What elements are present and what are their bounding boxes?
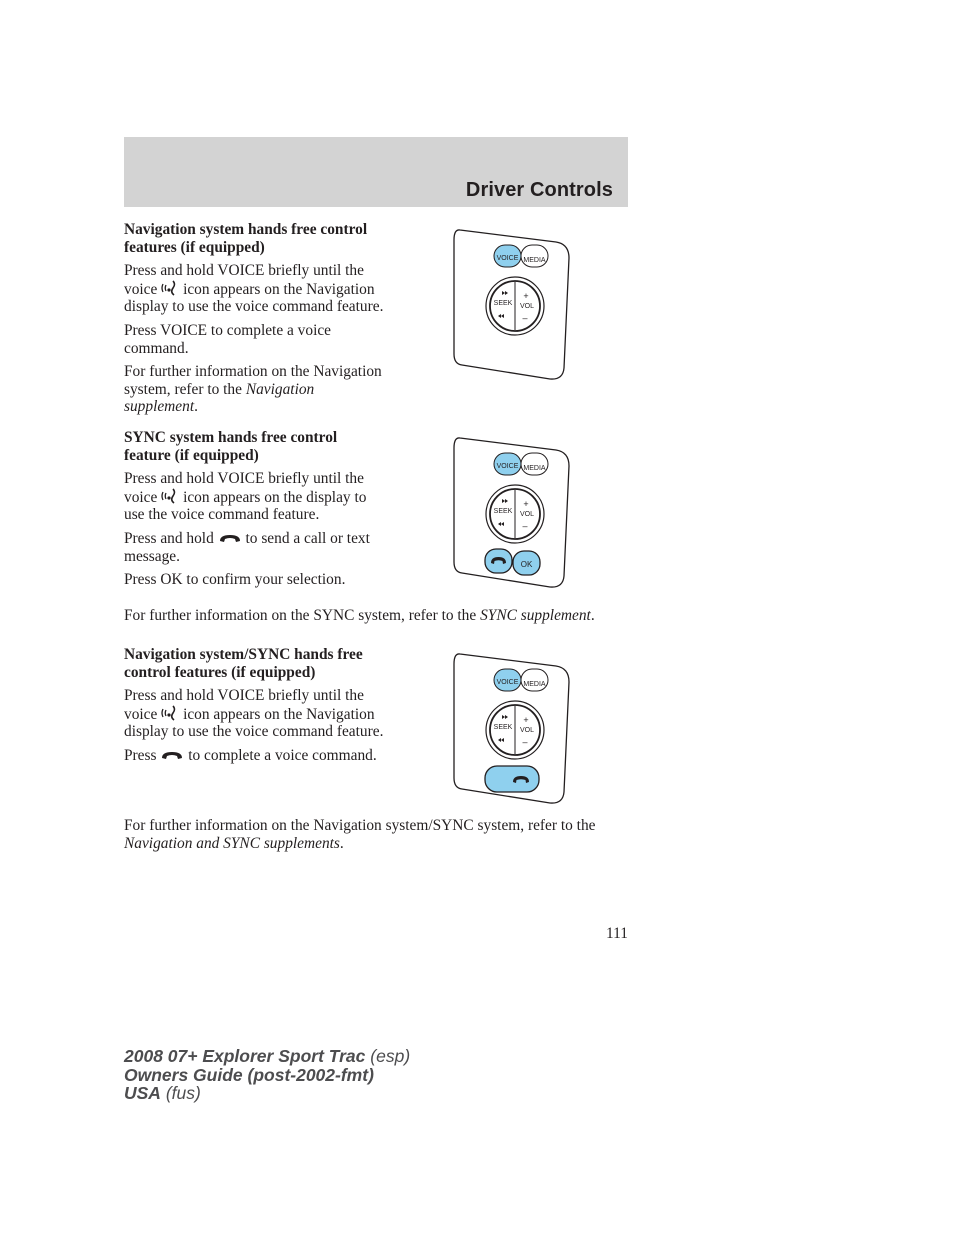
voice-button [494, 245, 521, 267]
paragraph: Press OK to confirm your selection. [124, 571, 346, 589]
svg-text:MEDIA: MEDIA [523, 465, 546, 472]
section-heading: SYNC system hands free control feature (if equipped) [124, 429, 338, 464]
svg-text:MEDIA: MEDIA [523, 257, 546, 264]
paragraph: Press and hold VOICE briefly until the voice icon appears on the Navigation display to use the voice command feature. [124, 687, 384, 741]
seek-volume-dial [486, 701, 544, 759]
media-button [521, 453, 548, 475]
footer-line: 2008 07+ Explorer Sport Trac (esp) [124, 1046, 411, 1066]
svg-text:SEEK: SEEK [493, 508, 513, 515]
media-button [521, 245, 548, 267]
svg-text:SEEK: SEEK [493, 300, 513, 307]
svg-text:+: + [523, 499, 529, 509]
seek-volume-dial [486, 277, 544, 335]
phone-icon [218, 533, 242, 545]
nav-sync-further-info [124, 817, 604, 852]
page-number: 111 [606, 925, 628, 942]
svg-text:VOICE: VOICE [496, 255, 519, 262]
svg-text:VOICE: VOICE [496, 679, 519, 686]
section-sync [124, 429, 386, 589]
svg-text:MEDIA: MEDIA [523, 681, 546, 688]
svg-text:VOICE: VOICE [496, 463, 519, 470]
voice-icon [161, 280, 179, 296]
phone-button [485, 766, 539, 792]
media-button [521, 669, 548, 691]
phone-icon [160, 750, 184, 762]
voice-icon [161, 705, 179, 721]
document-footer [124, 1047, 410, 1103]
phone-button [485, 549, 512, 573]
paragraph: For further information on the Navigation system/SYNC system, refer to the Navigation and SYNC supplements. [124, 817, 596, 852]
paragraph: For further information on the SYNC system, refer to the SYNC supplement. [124, 607, 595, 624]
footer-line: USA (fus) [124, 1083, 201, 1104]
voice-button [494, 669, 521, 691]
ok-button [513, 551, 540, 575]
section-navigation [124, 221, 386, 416]
paragraph: Press VOICE to complete a voice command. [124, 321, 332, 357]
sync-further-info [124, 607, 628, 625]
svg-text:SEEK: SEEK [493, 724, 513, 731]
paragraph: For further information on the Navigation system, refer to the Navigation supplement. [124, 363, 382, 416]
svg-text:–: – [522, 737, 528, 747]
section-heading: Navigation system hands free control features (if equipped) [124, 221, 368, 256]
steering-wheel-controls-figure [452, 228, 572, 382]
section-heading: Navigation system/SYNC hands free control features (if equipped) [124, 646, 363, 681]
paragraph: Press and hold to send a call or text message. [124, 529, 370, 565]
voice-icon [161, 488, 179, 504]
voice-button [494, 453, 521, 475]
svg-text:OK: OK [520, 560, 533, 569]
document-reference: SYNC supplement [480, 607, 591, 624]
section-navigation-sync [124, 646, 386, 765]
paragraph: Press to complete a voice command. [124, 746, 377, 764]
document-reference: Navigation supplement [124, 380, 315, 416]
svg-text:–: – [522, 313, 528, 323]
footer-line: Owners Guide (post-2002-fmt) [124, 1064, 374, 1085]
section-header-bar [124, 137, 628, 207]
svg-text:VOL: VOL [519, 727, 535, 734]
page-title: Driver Controls [465, 179, 613, 201]
nav-sync-controls-figure [452, 652, 572, 806]
svg-text:VOL: VOL [519, 303, 535, 310]
paragraph: Press and hold VOICE briefly until the voice icon appears on the Navigation display to use the voice command feature. [124, 262, 384, 316]
svg-text:+: + [523, 715, 529, 725]
svg-text:–: – [522, 521, 528, 531]
sync-controls-figure [452, 436, 572, 590]
paragraph: Press and hold VOICE briefly until the voice icon appears on the display to use the voice command feature. [124, 470, 367, 524]
document-reference: Navigation and SYNC supplements [124, 834, 340, 852]
svg-text:VOL: VOL [519, 511, 535, 518]
svg-text:+: + [523, 291, 529, 301]
seek-volume-dial [486, 485, 544, 543]
